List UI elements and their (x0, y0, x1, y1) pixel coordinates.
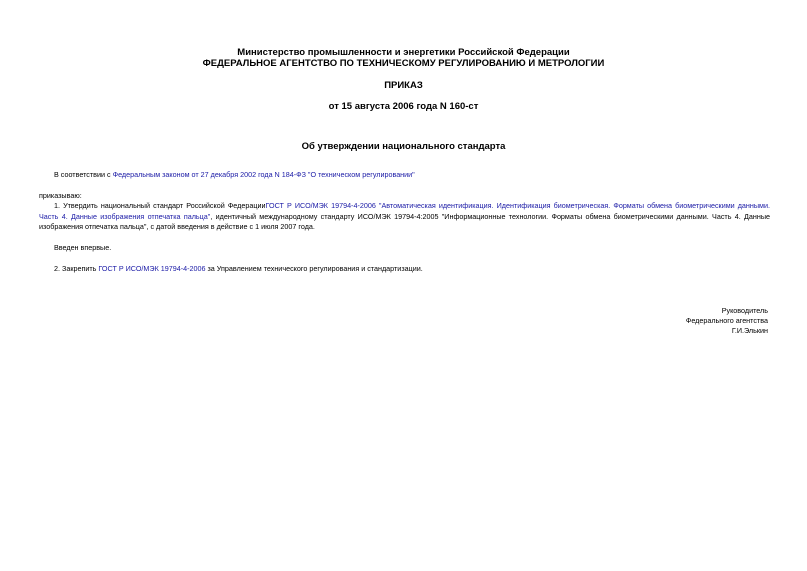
order-word: приказываю: (39, 191, 82, 200)
document-type: ПРИКАЗ (384, 80, 423, 91)
signature-title-2: Федерального агентства (685, 316, 768, 325)
item-2-paragraph (54, 264, 770, 275)
federal-law-link[interactable]: Федеральным законом от 27 декабря 2002 года N 184-ФЗ "О техническом регулировании" (112, 170, 415, 179)
signature-name: Г.И.Элькин (731, 326, 768, 335)
document-subject: Об утверждении национального стандарта (301, 141, 506, 152)
item-2-text: 2. Закрепить (54, 264, 99, 273)
preamble-paragraph (54, 170, 770, 181)
introduced-note: Введен впервые. (54, 243, 112, 252)
item-1-paragraph (39, 201, 770, 233)
signature-title-1: Руководитель (721, 306, 768, 315)
item-1-suffix-text: , идентичный международному стандарту ИСО/МЭК 19794-4:2005 "Информационные технологии. Форматы обмена биометрическими данными. Часть 4. Данные изображения отпечатка пальца", с датой введения в действие с 1 июля 2007 года. (39, 211, 771, 231)
preamble-text: В соответствии с (54, 170, 113, 179)
ministry-heading: Министерство промышленности и энергетики Российской Федерации (237, 47, 570, 58)
agency-heading: ФЕДЕРАЛЬНОЕ АГЕНТСТВО ПО ТЕХНИЧЕСКОМУ РЕГУЛИРОВАНИЮ И МЕТРОЛОГИИ (202, 58, 605, 69)
item-1-text: 1. Утвердить национальный стандарт Российской Федерации (54, 201, 266, 210)
document-date-number: от 15 августа 2006 года N 160-ст (328, 101, 479, 112)
item-2-suffix-text: за Управлением технического регулирования и стандартизации. (205, 264, 423, 273)
gost-standard-link[interactable]: ГОСТ Р ИСО/МЭК 19794-4-2006 "Автоматическая идентификация. Идентификация биометрическая. Форматы обмена биометрическими данными. Часть 4. Данные изображения отпечатка пальца" (39, 201, 770, 221)
gost-short-link[interactable]: ГОСТ Р ИСО/МЭК 19794-4-2006 (98, 264, 206, 273)
